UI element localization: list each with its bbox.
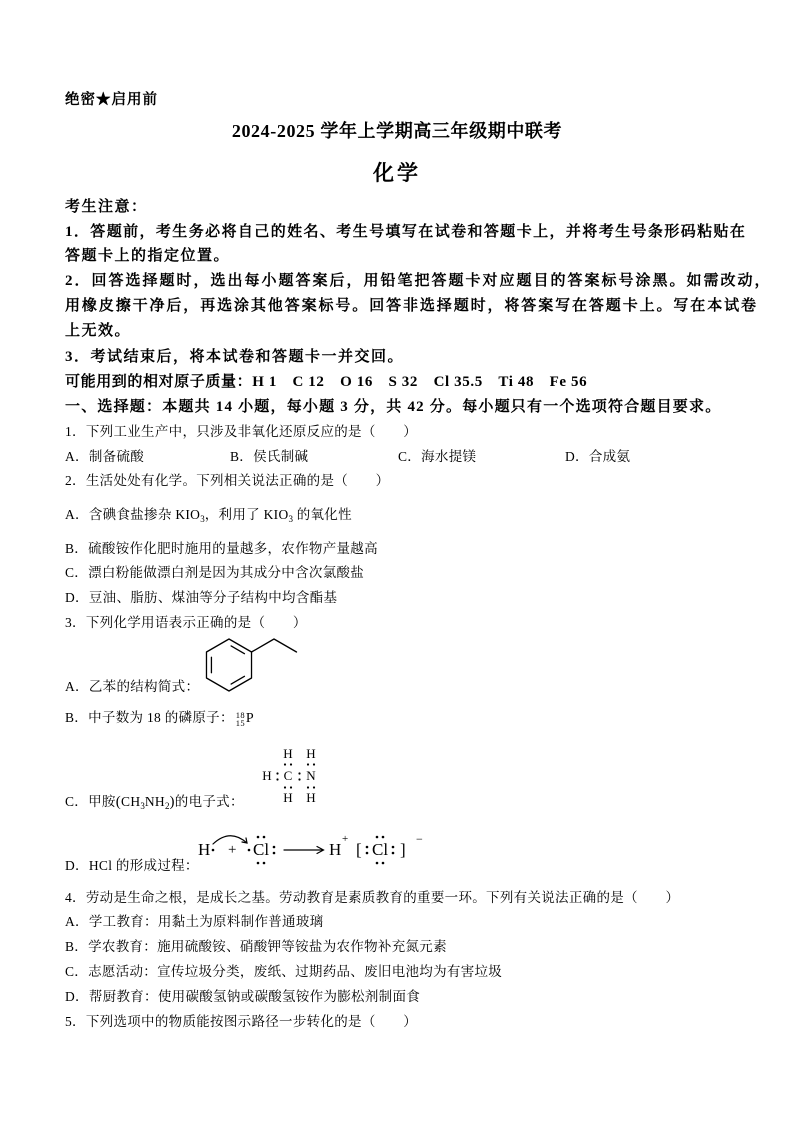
hydrogen-atom: H	[306, 790, 316, 805]
chlorine-atom: Cl	[253, 840, 270, 859]
q2-option-b: B．硫酸铵作化肥时施用的量越多，农作物产量越高	[65, 541, 378, 556]
notice-line: 答题卡上的指定位置。	[65, 248, 231, 264]
subject-title: 化学	[373, 161, 421, 185]
notice-line: 2．回答选择题时，选出每小题答案后，用铅笔把答题卡对应题目的答案标号涂黑。如需改动，	[65, 273, 772, 289]
phosphorus-isotope-notation	[236, 709, 254, 728]
open-parenthesis: (	[115, 794, 122, 810]
notice-line: 上无效。	[65, 323, 132, 339]
benzene-ring	[206, 639, 251, 691]
curved-arrow	[213, 836, 247, 844]
anion-charge: −	[416, 832, 423, 846]
bracket-open: [	[356, 840, 362, 859]
bracket-close: ]	[400, 840, 406, 859]
option-text: C．甲胺	[65, 794, 116, 809]
option-text: A．含碘食盐掺杂	[65, 507, 176, 522]
confidential-mark: 绝密★启用前	[65, 92, 158, 108]
atomic-masses: 可能用到的相对原子质量：H 1 C 12 O 16 S 32 Cl 35.5 Ti 48 Fe 56	[65, 374, 588, 390]
nitrogen-atom: N	[306, 768, 316, 783]
hydrogen-atom: H	[306, 746, 316, 761]
hcl-formation-process	[192, 828, 438, 874]
formula-subscript: 3	[200, 514, 205, 524]
mass-number: 18	[235, 709, 245, 720]
electron-pairs	[255, 746, 327, 808]
q4-option-d: D．帮厨教育：使用碳酸氢钠或碳酸氢铵作为膨松剂制面食	[65, 989, 421, 1004]
chemical-formula: CH	[121, 794, 141, 809]
ethylbenzene-structure	[200, 634, 300, 696]
q4-option-b: B．学农教育：施用硫酸铵、硝酸钾等铵盐为农作物补充氮元素	[65, 939, 447, 954]
q2-option-a	[65, 506, 352, 524]
q1-option-c: C．海水提镁	[398, 449, 477, 464]
q1-option-d: D．合成氨	[565, 449, 631, 464]
close-parenthesis: )	[169, 794, 175, 810]
section-title: 一、选择题：本题共 14 小题，每小题 3 分，共 42 分。每小题只有一个选项符合题目要求。	[65, 399, 722, 415]
option-text: 的电子式：	[174, 794, 244, 809]
q1-option-a: A．制备硫酸	[65, 449, 145, 464]
q5-stem: 5．下列选项中的物质能按图示路径一步转化的是（ ）	[65, 1014, 418, 1029]
option-text: 的氧化性	[293, 507, 352, 522]
ethyl-chain	[252, 639, 297, 652]
cation-charge: +	[342, 833, 349, 845]
chemical-formula: NH	[144, 794, 165, 809]
formula-subscript: 3	[288, 514, 294, 524]
q3-option-b	[65, 709, 254, 728]
formula-subscript: 3	[140, 801, 145, 811]
isotope-numbers	[236, 711, 245, 728]
option-text: B．中子数为 18 的磷原子：	[65, 710, 234, 725]
option-text: ，利用了	[204, 507, 264, 522]
q2-stem: 2．生活处处有化学。下列相关说法正确的是（ ）	[65, 473, 390, 488]
q3-option-a: A．乙苯的结构简式：	[65, 679, 200, 694]
notice-line: 1．答题前，考生务必将自己的姓名、考生号填写在试卷和答题卡上，并将考生号条形码粘贴在	[65, 224, 747, 240]
carbon-atom: C	[283, 768, 293, 783]
q2-option-c: C．漂白粉能做漂白剂是因为其成分中含次氯酸盐	[65, 565, 365, 580]
notice-line: 用橡皮擦干净后，再选涂其他答案标号。回答非选择题时，将答案写在答题卡上。写在本试卷	[65, 298, 758, 314]
chloride-atom: Cl	[372, 840, 389, 859]
q3-option-d: D．HCl 的形成过程：	[65, 858, 199, 873]
q1-option-b: B．侯氏制碱	[230, 449, 309, 464]
q3-option-c	[65, 793, 244, 811]
chemical-formula: KIO	[175, 507, 201, 522]
hydrogen-ion: H	[329, 840, 342, 859]
atomic-number: 15	[235, 718, 245, 729]
q1-stem: 1．下列工业生产中，只涉及非氧化还原反应的是（ ）	[65, 424, 418, 439]
chemical-formula: KIO	[263, 507, 289, 522]
q2-option-d: D．豆油、脂肪、煤油等分子结构中均含酯基	[65, 590, 338, 605]
q4-option-a: A．学工教育：用黏土为原料制作普通玻璃	[65, 914, 324, 929]
q3-stem: 3．下列化学用语表示正确的是（ ）	[65, 615, 307, 630]
hydrogen-atom: H	[283, 790, 293, 805]
plus-sign: +	[228, 842, 237, 858]
hydrogen-atom: H	[198, 840, 211, 859]
methylamine-electron-dot-formula	[255, 746, 327, 808]
formula-subscript: 2	[164, 801, 170, 811]
hydrogen-atom: H	[262, 768, 272, 783]
notice-title: 考生注意：	[65, 199, 148, 215]
exam-title: 2024-2025 学年上学期高三年级期中联考	[231, 121, 563, 141]
element-symbol: P	[245, 711, 254, 727]
formation-electrons-and-arrows	[192, 828, 438, 874]
q4-option-c: C．志愿活动：宣传垃圾分类，废纸、过期药品、废旧电池均为有害垃圾	[65, 964, 503, 979]
notice-line: 3．考试结束后，将本试卷和答题卡一并交回。	[65, 349, 405, 365]
q4-stem: 4．劳动是生命之根，是成长之基。劳动教育是素质教育的重要一环。下列有关说法正确的是（ ）	[65, 890, 680, 905]
hydrogen-atom: H	[283, 746, 293, 761]
